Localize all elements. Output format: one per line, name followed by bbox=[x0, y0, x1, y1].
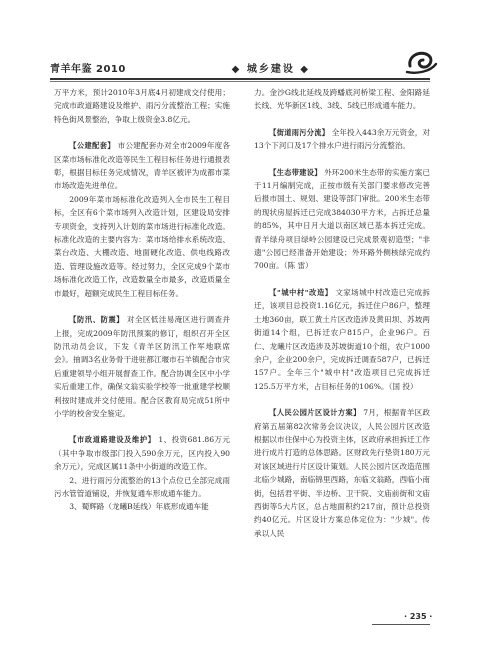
paragraph-peoples-park bbox=[254, 406, 430, 540]
header-rule-thin bbox=[50, 81, 430, 82]
paragraph-body: 对全区低洼易淹区进行调查并上报，完成2009年防汛预案的修订，组织召开全区防汛动员会议，下发《青羊区防汛工作军地联席会》。抽调3名业务骨干进驻都江堰市石羊镇配合市灾后重建领导小组开展督查工作。配合协调全区中小学实后重建工作，确保文翁实验学校等一批重建学校顺利按时建成并交付使用。配合区教育局完成51所中小学的校舍安全鉴定。 bbox=[54, 315, 230, 418]
footer-rule bbox=[372, 624, 430, 625]
paragraph-body: 市公建配套办对全市2009年度各区菜市场标准化改造等民生工程目标任务进行通报表彰，根据目标任务完成情况，青羊区被评为成都市菜市场改造先进单位。 bbox=[54, 141, 230, 191]
publication-title: 青羊年鉴 2010 bbox=[50, 63, 126, 75]
header-rule bbox=[50, 78, 430, 80]
paragraph-road-construction bbox=[54, 433, 230, 473]
section-tag: 【生态带建设】 bbox=[269, 167, 322, 177]
page-number: · 235 · bbox=[404, 612, 433, 621]
section-tag: 【防汛、防震】 bbox=[69, 315, 125, 325]
section-tag: 【街道雨污分流】 bbox=[269, 127, 330, 137]
section-tag: 【人民公园片区设计方案】 bbox=[269, 408, 361, 418]
paragraph-body: 外环200米生态带的实施方案已于11月编制完成，正按市级有关部门要求修改完善后报市国土、规划、建设等部门审批。200米生态带的现状房屋拆迁已完成384030平方米，占拆迁总量的85%，其中日月大道以南区域已基本拆迁完成。青羊绿舟项目绿岭公园建设已完成景观初造型；"非遗"公园已经准备开始建设；外环路外侧核绿完成约700亩。（陈 雷） bbox=[254, 167, 430, 271]
swirl-logo-icon bbox=[404, 48, 438, 76]
paragraph: 2009年菜市场标准化改造列入全市民生工程目标，全区有6个菜市场列入改造计划，区建设局安排专项资金，支持列入计划的菜市场进行标准化改造。标准化改造的主要内容为：菜市场给排水系统改造、菜台改造、大棚改造、地面硬化改造、供电线路改造、管理设施改造等。经过努力，全区完成9个菜市场标准化改造工作，改造数量全市最多，改造质量全市最好，超额完成民生工程目标任务。 bbox=[54, 194, 230, 298]
paragraph-flood-quake bbox=[54, 313, 230, 420]
paragraph: 万平方米，预计2010年3月底4月初建成交付使用；完成市政道路建设及维护、雨污分流整治工程；实施特色街风景整治，争取上级资金3.8亿元。 bbox=[54, 88, 230, 124]
right-column bbox=[254, 86, 430, 540]
paragraph: 2、进行雨污分流整治的13个点位已全部完成雨污水管管道铺设，并恢复通车形成通车能力。 bbox=[54, 475, 230, 498]
paragraph-body: 7月，根据青羊区政府第五届第82次常务会议决议，人民公园片区改造根据以市住保中心为投资主体，区政府承担拆迁工作进行成片打造的总体思路。区财政先行垫资180万元对该区域进行片区设计策划。人民公园片区改造范围北临少城路，南临锦里西路，东临文翁路，西临小南街，包括君平街、半边桥、卫干院、文庙前街和文庙西街等5大片区，总占地面积约217亩，预计总投资约40亿元。片区设计方案总体定位为："少城"。传承以人民 bbox=[254, 408, 430, 538]
paragraph-eco-belt bbox=[254, 166, 430, 273]
paragraph-body: 全年投入443余万元资金，对13个下河口及17个排水户进行雨污分流整治。 bbox=[254, 127, 430, 151]
paragraph: 3、蜀辉路（龙曦B延线）年底形成通车能 bbox=[69, 502, 209, 512]
paragraph-urban-village bbox=[254, 286, 430, 393]
section-tag: 【"城中村"改造】 bbox=[269, 287, 333, 297]
paragraph-public-facilities bbox=[54, 139, 230, 193]
section-title: ◆ 城乡建设 ◆ bbox=[231, 63, 310, 75]
section-tag: 【公建配套】 bbox=[69, 141, 116, 151]
section-tag: 【市政道路建设及维护】 bbox=[69, 435, 156, 445]
left-column bbox=[54, 86, 230, 514]
paragraph-body: 1、投资681.86万元（其中争取市级部门投入590余万元，区内投入90余万元），完成区属11条中小街道的改造工作。 bbox=[54, 435, 230, 472]
paragraph-body: 文家场城中村改造已完成拆迁，该项目总投资1.16亿元，拆迁住户86户，整理土地360亩，联工黄土片区改造涉及黄田坝、苏坡两街道14个组，已拆迁农户815户，企业96户。百仁、龙曦片区改造涉及苏坡街道10个组，农户1000余户，企业200余户，完成拆迁调查587户，已拆迁157户。全年三个"城中村"改造项目已完成拆迁125.5万平方米，占目标任务的106%。（国 投） bbox=[254, 287, 431, 391]
paragraph-street-drainage bbox=[254, 126, 430, 153]
paragraph: 力。金沙G线北延线及跨蟠底河桥梁工程、金阳路延长线、光华新区1线、3线、5线已形成通车能力。 bbox=[254, 88, 430, 111]
running-header bbox=[50, 58, 430, 76]
